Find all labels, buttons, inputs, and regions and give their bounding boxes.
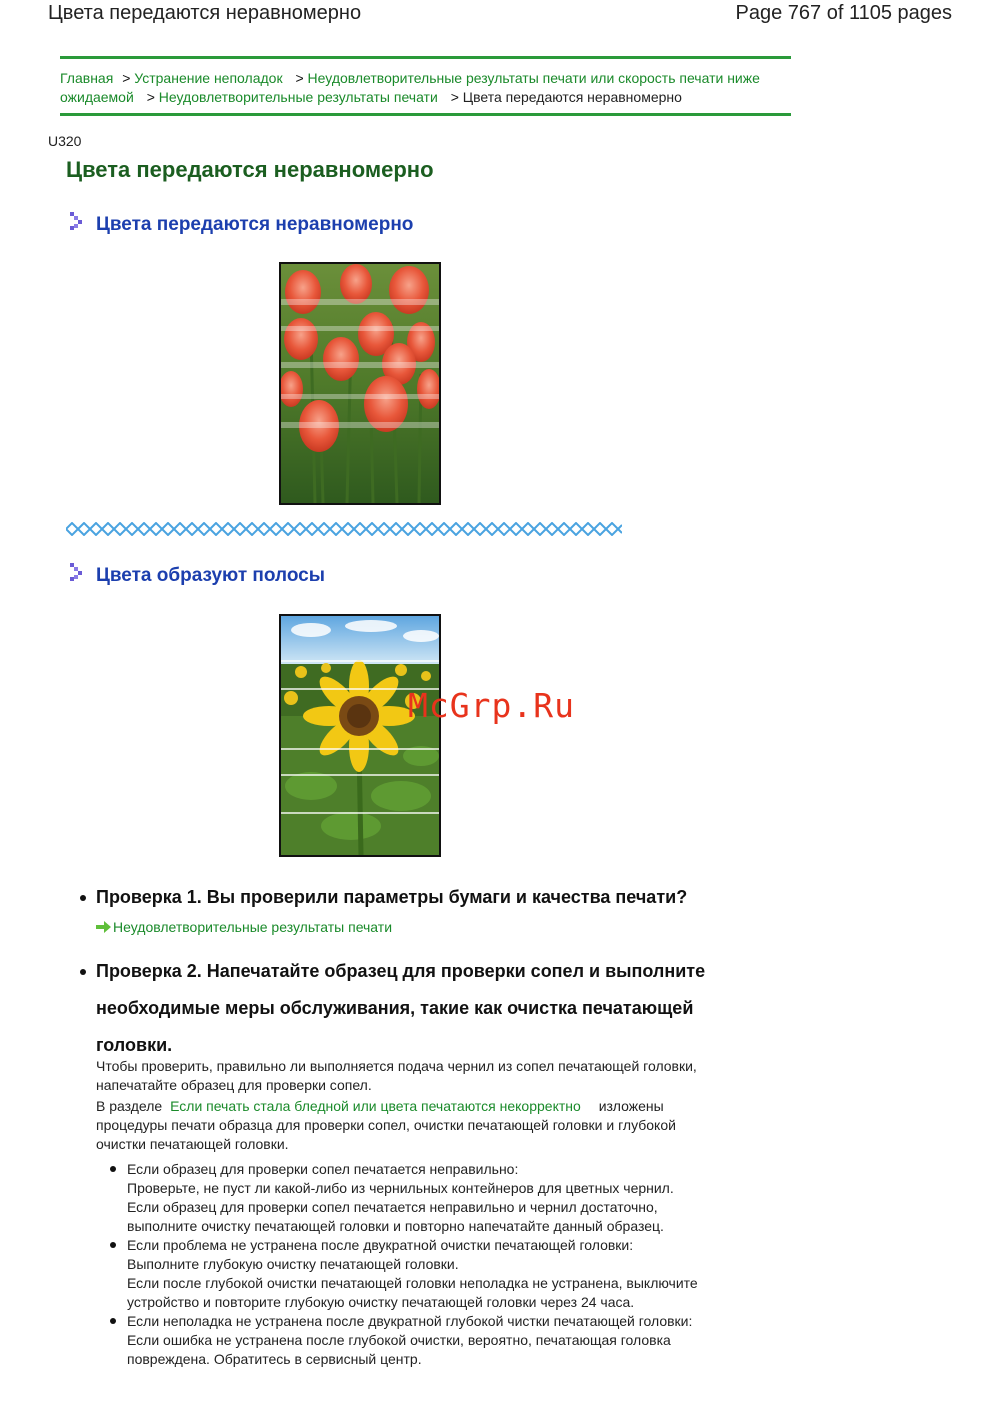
text-line: Если неполадка не устранена после двукратной глубокой чистки печатающей головки: <box>127 1313 693 1329</box>
zigzag-divider <box>66 522 622 536</box>
breadcrumb-link-unsatisfactory-or-slow[interactable]: Неудовлетворительные результаты печати или скорость печати ниже ожидаемой <box>60 70 760 105</box>
breadcrumb-link-unsatisfactory-results[interactable]: Неудовлетворительные результаты печати <box>158 89 438 105</box>
model-code: U320 <box>48 133 82 149</box>
text-line: Если ошибка не устранена после глубокой очистки, вероятно, печатающая головка <box>127 1332 671 1348</box>
list-item <box>127 1160 674 1236</box>
link-faint-or-wrong-colors[interactable]: Если печать стала бледной или цвета печатаются некорректно <box>170 1098 581 1114</box>
sunflower-photo <box>279 614 441 857</box>
text-line: очистки печатающей головки. <box>96 1136 289 1152</box>
text-line: Если образец для проверки сопел печатается неправильно: <box>127 1161 519 1177</box>
check1-title: Проверка 1. Вы проверили параметры бумаги и качества печати? <box>96 887 688 907</box>
section-arrow-icon <box>69 563 85 581</box>
text-line: выполните очистку печатающей головки и повторно напечатайте данный образец. <box>127 1218 664 1234</box>
breadcrumb-separator: > <box>450 89 459 105</box>
link-unsatisfactory-results[interactable]: Неудовлетворительные результаты печати <box>113 919 393 935</box>
page-counter: Page 767 of 1105 pages <box>735 2 952 24</box>
text-line: Если проблема не устранена после двукратной очистки печатающей головки: <box>127 1237 634 1253</box>
check2-title-line1: Проверка 2. Напечатайте образец для проверки сопел и выполните <box>96 961 706 981</box>
list-item <box>127 1312 692 1369</box>
text-line: процедуры печати образца для проверки сопел, очистки печатающей головки и глубокой <box>96 1117 676 1133</box>
breadcrumb-separator: > <box>295 70 304 86</box>
arrow-right-icon <box>96 921 111 933</box>
section-heading-uneven-colors: Цвета передаются неравномерно <box>96 214 414 235</box>
section-arrow-icon <box>69 212 85 230</box>
text-line: напечатайте образец для проверки сопел. <box>96 1077 372 1093</box>
text-line: Если образец для проверки сопел печатается неправильно и чернил достаточно, <box>127 1199 658 1215</box>
text-line: Проверьте, не пуст ли какой-либо из чернильных контейнеров для цветных чернил. <box>127 1180 674 1196</box>
bullet-dot <box>80 969 86 975</box>
check2-title-line2: необходимые меры обслуживания, такие как очистка печатающей <box>96 998 694 1018</box>
breadcrumb-link-home[interactable]: Главная <box>60 70 114 86</box>
document-title: Цвета передаются неравномерно <box>48 2 362 24</box>
bullet-dot <box>110 1242 116 1248</box>
bullet-dot <box>110 1318 116 1324</box>
text-line: повреждена. Обратитесь в сервисный центр. <box>127 1351 422 1367</box>
breadcrumb-current: Цвета передаются неравномерно <box>462 89 682 105</box>
text-line: Если после глубокой очистки печатающей головки неполадка не устранена, выключите <box>127 1275 698 1291</box>
check2-title-line3: головки. <box>96 1035 173 1055</box>
watermark: McGrp.Ru <box>408 686 575 725</box>
page-title: Цвета передаются неравномерно <box>66 157 434 182</box>
text-prefix: В разделе <box>96 1098 163 1114</box>
tulips-photo <box>279 262 441 505</box>
breadcrumb-separator: > <box>122 70 131 86</box>
text-line: устройство и повторите глубокую очистку печатающей головки через 24 часа. <box>127 1294 635 1310</box>
text-suffix: изложены <box>598 1098 664 1114</box>
check2-paragraph1 <box>96 1057 697 1095</box>
check2-paragraph2 <box>96 1097 756 1154</box>
breadcrumb <box>60 56 791 116</box>
text-line: Выполните глубокую очистку печатающей головки. <box>127 1256 459 1272</box>
bullet-dot <box>80 895 86 901</box>
list-item <box>127 1236 698 1312</box>
text-line: Чтобы проверить, правильно ли выполняется подача чернил из сопел печатающей головки, <box>96 1058 697 1074</box>
section-heading-color-banding: Цвета образуют полосы <box>96 565 325 586</box>
breadcrumb-separator: > <box>146 89 155 105</box>
bullet-dot <box>110 1166 116 1172</box>
breadcrumb-link-troubleshooting[interactable]: Устранение неполадок <box>134 70 283 86</box>
